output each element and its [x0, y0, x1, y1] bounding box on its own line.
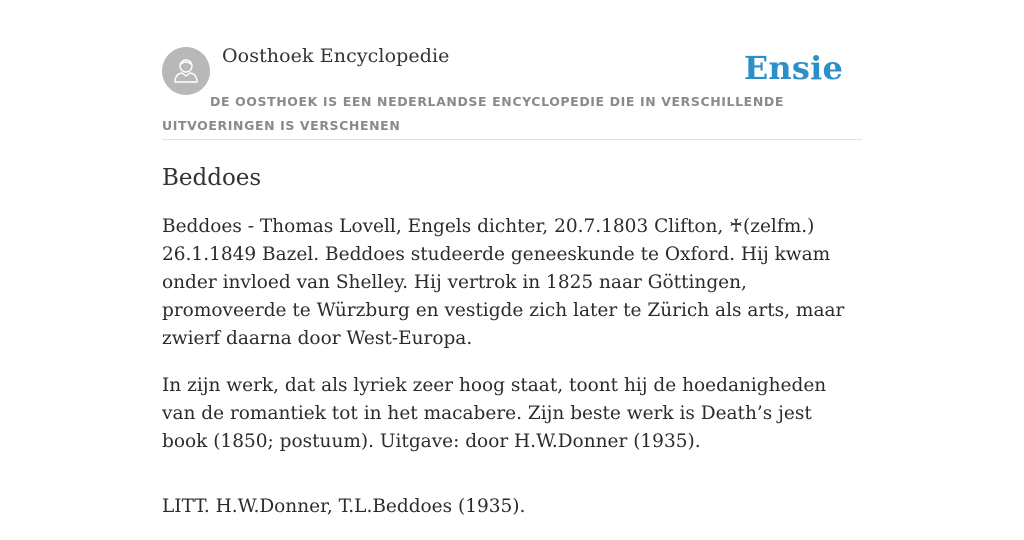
- literature-reference: LITT. H.W.Donner, T.L.Beddoes (1935).: [162, 496, 526, 517]
- user-placeholder-icon: [162, 47, 210, 95]
- article-title: Beddoes: [162, 165, 262, 191]
- header-divider: [162, 139, 862, 140]
- site-tagline: DE OOSTHOEK IS EEN NEDERLANDSE ENCYCLOPEDIE DIE IN VERSCHILLENDE UITVOERINGEN IS VERSCHENEN: [162, 94, 784, 133]
- ensie-logo[interactable]: Ensie: [743, 49, 843, 87]
- article-paragraph: In zijn werk, dat als lyriek zeer hoog staat, toont hij de hoedanigheden van de romantiek tot in het macabere. Zijn beste werk is Death’s jest book (1850; postuum). Uitgave: door H.W.Donner (1935).: [162, 375, 827, 452]
- site-title[interactable]: Oosthoek Encyclopedie: [222, 45, 450, 67]
- avatar[interactable]: [162, 47, 210, 95]
- article-paragraph: Beddoes - Thomas Lovell, Engels dichter, 20.7.1803 Clifton, ♰(zelfm.) 26.1.1849 Bazel. Beddoes studeerde geneeskunde te Oxford. Hij kwam onder invloed van Shelley. Hij vertrok in 1825 naar Göttingen, promoveerde te Würzburg en vestigde zich later te Zürich als arts, maar zwierf daarna door West-Europa.: [162, 216, 845, 349]
- article: [162, 162, 862, 540]
